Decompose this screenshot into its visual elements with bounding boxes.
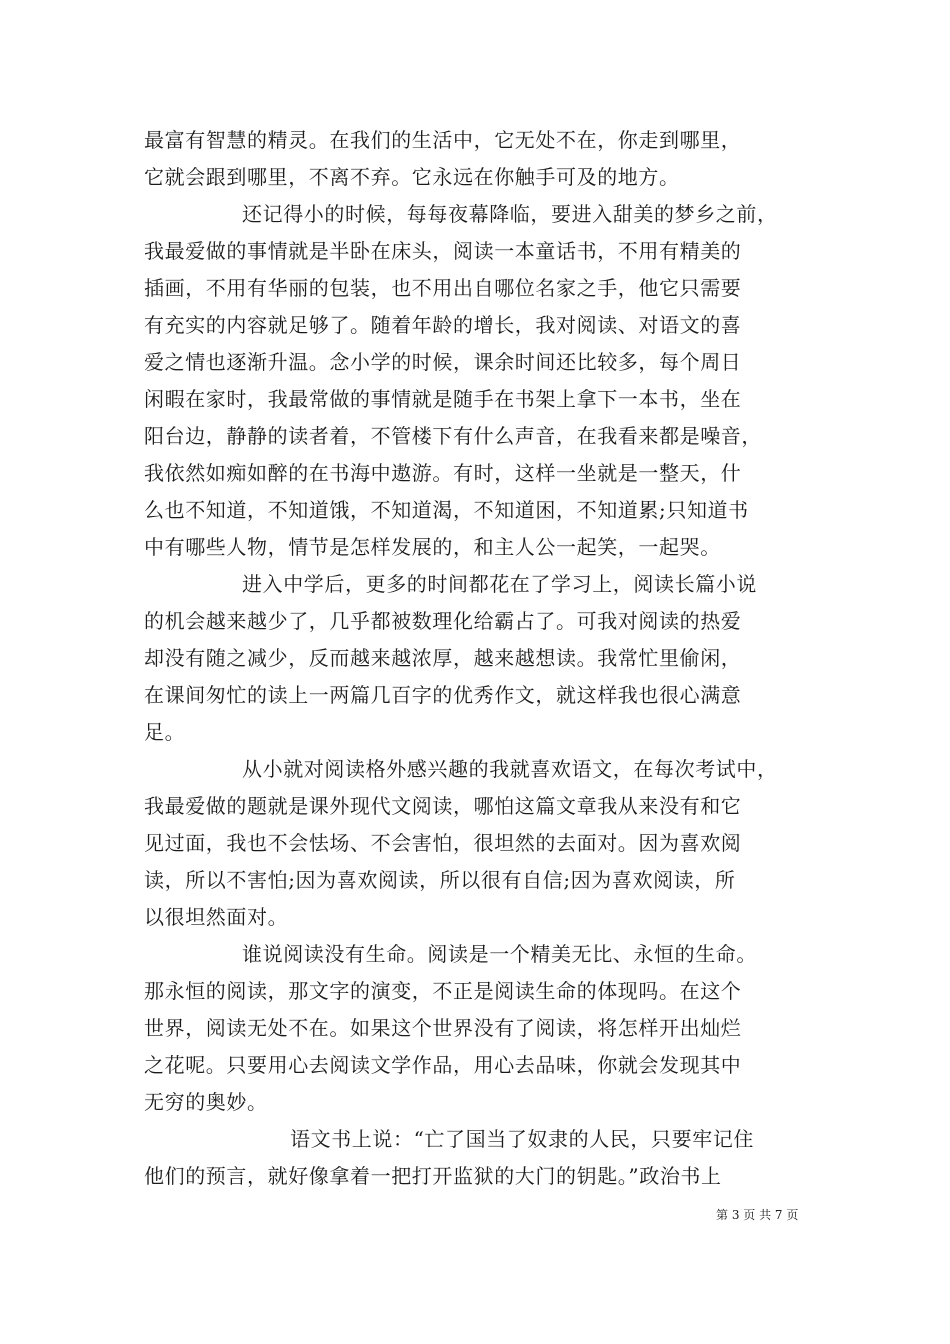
text-line: 从小就对阅读格外感兴趣的我就喜欢语文，在每次考试中， xyxy=(242,757,778,781)
paragraph xyxy=(144,196,814,566)
text-line: 那永恒的阅读，那文字的演变，不正是阅读生命的体现吗。在这个 xyxy=(144,979,742,1003)
text-line: 之花呢。只要用心去阅读文学作品，用心去品味，你就会发现其中 xyxy=(144,1053,742,1077)
text-line: 它就会跟到哪里，不离不弃。它永远在你触手可及的地方。 xyxy=(144,165,680,189)
text-line: 么也不知道，不知道饿，不知道渴，不知道困，不知道累;只知道书 xyxy=(144,498,749,522)
text-line: 足。 xyxy=(144,720,186,744)
text-line: 我最爱做的题就是课外现代文阅读，哪怕这篇文章我从来没有和它 xyxy=(144,794,742,818)
text-line: 进入中学后，更多的时间都花在了学习上，阅读长篇小说 xyxy=(242,572,757,596)
text-line: 我最爱做的事情就是半卧在床头，阅读一本童话书，不用有精美的 xyxy=(144,239,742,263)
text-line: 的机会越来越少了，几乎都被数理化给霸占了。可我对阅读的热爱 xyxy=(144,609,742,633)
text-line: 却没有随之减少，反而越来越浓厚，越来越想读。我常忙里偷闲， xyxy=(144,646,742,670)
text-line: 有充实的内容就足够了。随着年龄的增长，我对阅读、对语文的喜 xyxy=(144,313,742,337)
text-line: 爱之情也逐渐升温。念小学的时候，课余时间还比较多，每个周日 xyxy=(144,350,742,374)
paragraph xyxy=(144,1121,814,1195)
text-line: 还记得小的时候，每每夜幕降临，要进入甜美的梦乡之前， xyxy=(242,202,778,226)
text-line: 见过面，我也不会怯场、不会害怕，很坦然的去面对。因为喜欢阅 xyxy=(144,831,742,855)
text-line: 我依然如痴如醉的在书海中遨游。有时，这样一坐就是一整天，什 xyxy=(144,461,742,485)
text-line: 他们的预言，就好像拿着一把打开监狱的大门的钥匙。”政治书上 xyxy=(144,1164,722,1188)
paragraph xyxy=(144,936,814,1121)
text-line: 插画，不用有华丽的包装，也不用出自哪位名家之手，他它只需要 xyxy=(144,276,742,300)
paragraph xyxy=(144,751,814,936)
text-line: 世界，阅读无处不在。如果这个世界没有了阅读，将怎样开出灿烂 xyxy=(144,1016,742,1040)
text-line: 读，所以不害怕;因为喜欢阅读，所以很有自信;因为喜欢阅读，所 xyxy=(144,868,736,892)
text-line: 在课间匆忙的读上一两篇几百字的优秀作文，就这样我也很心满意 xyxy=(144,683,742,707)
text-line: 谁说阅读没有生命。阅读是一个精美无比、永恒的生命。 xyxy=(242,942,757,966)
page-footer: 第 3 页 共 7 页 xyxy=(716,1208,799,1222)
text-line: 语文书上说：“亡了国当了奴隶的人民，只要牢记住 xyxy=(290,1127,755,1151)
paragraph xyxy=(144,122,814,196)
text-line: 阳台边，静静的读者着，不管楼下有什么声音，在我看来都是噪音， xyxy=(144,424,762,448)
text-line: 中有哪些人物，情节是怎样发展的，和主人公一起笑，一起哭。 xyxy=(144,535,721,559)
text-line: 以很坦然面对。 xyxy=(144,905,289,929)
text-line: 闲暇在家时，我最常做的事情就是随手在书架上拿下一本书，坐在 xyxy=(144,387,742,411)
text-line: 最富有智慧的精灵。在我们的生活中，它无处不在，你走到哪里， xyxy=(144,128,742,152)
text-line: 无穷的奥妙。 xyxy=(144,1090,268,1114)
paragraph xyxy=(144,566,814,751)
body-text xyxy=(144,122,814,1195)
